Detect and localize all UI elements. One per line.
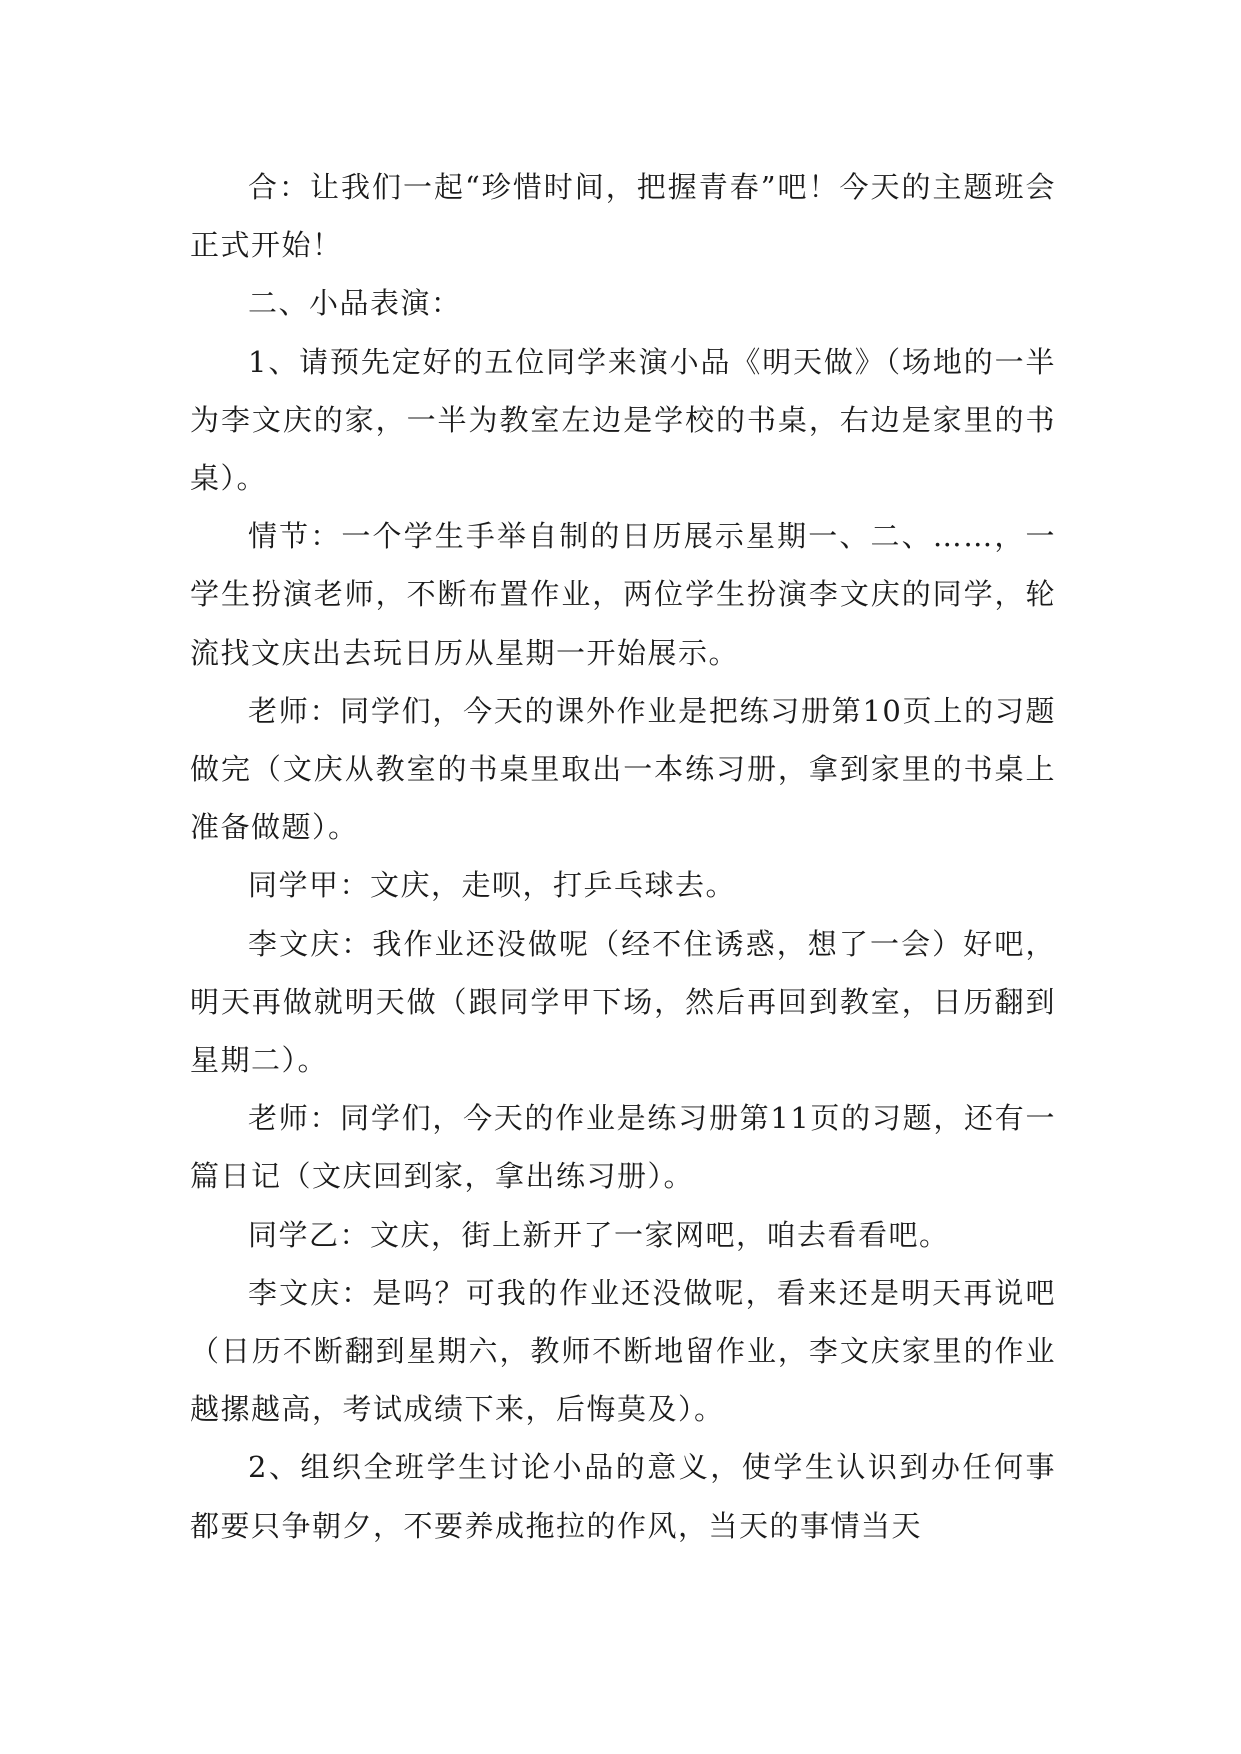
paragraph-closing-line: 合：让我们一起“珍惜时间，把握青春”吧！今天的主题班会正式开始！ <box>190 170 1056 263</box>
section-heading-skit: 二、小品表演： <box>248 286 462 321</box>
paragraph-discussion: 2、组织全班学生讨论小品的意义，使学生认识到办任何事都要只争朝夕，不要养成拖拉的作风，当天的事情当天 <box>190 1450 1056 1543</box>
paragraph-classmate-a: 同学甲：文庆，走呗，打乒乓球去。 <box>248 868 737 903</box>
paragraph-skit-setup: 1、请预先定好的五位同学来演小品《明天做》（场地的一半为李文庆的家，一半为教室左边是学校的书桌，右边是家里的书桌）。 <box>190 344 1056 496</box>
paragraph-teacher-2: 老师：同学们，今天的作业是练习册第11页的习题，还有一篇日记（文庆回到家，拿出练习册）。 <box>190 1101 1056 1194</box>
paragraph-plot: 情节：一个学生手举自制的日历展示星期一、二、……，一学生扮演老师，不断布置作业，两位学生扮演李文庆的同学，轮流找文庆出去玩日历从星期一开始展示。 <box>190 519 1056 670</box>
paragraph-li-wenqing-1: 李文庆：我作业还没做呢（经不住诱惑，想了一会）好吧，明天再做就明天做（跟同学甲下场，然后再回到教室，日历翻到星期二）。 <box>190 926 1056 1078</box>
paragraph-li-wenqing-2: 李文庆：是吗？可我的作业还没做呢，看来还是明天再说吧（日历不断翻到星期六，教师不断地留作业，李文庆家里的作业越摞越高，考试成绩下来，后悔莫及）。 <box>190 1275 1056 1427</box>
paragraph-teacher-1: 老师：同学们，今天的课外作业是把练习册第10页上的习题做完（文庆从教室的书桌里取出一本练习册，拿到家里的书桌上准备做题）。 <box>190 693 1056 845</box>
document-body <box>190 158 1056 1555</box>
paragraph-classmate-b: 同学乙：文庆，街上新开了一家网吧，咱去看看吧。 <box>248 1217 950 1252</box>
